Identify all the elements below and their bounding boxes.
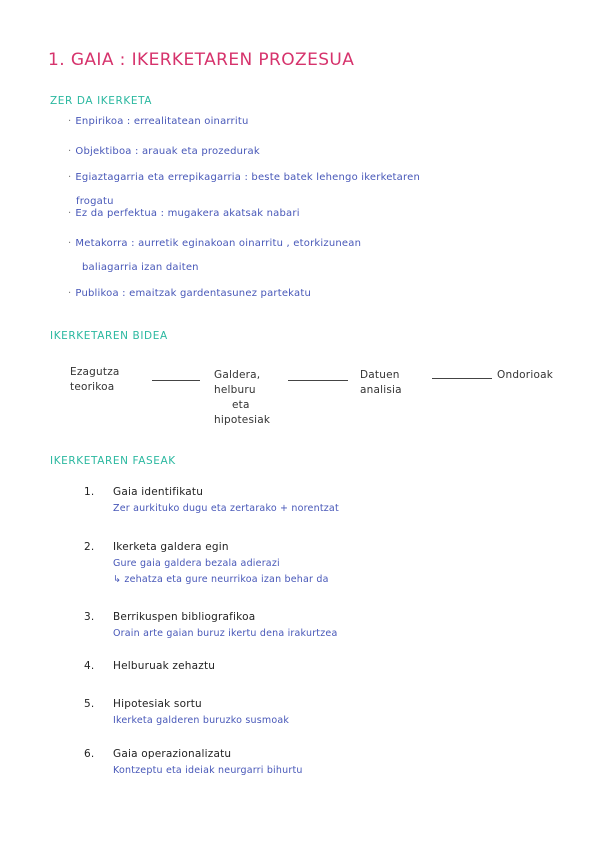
bullet-dot: · xyxy=(68,116,72,127)
phase-title: Gaia operazionalizatu xyxy=(113,748,232,760)
phase-title: Ikerketa galdera egin xyxy=(113,541,229,553)
list-item-text: Objektiboa : arauak eta prozedurak xyxy=(75,146,260,157)
path-step-3 xyxy=(360,368,402,398)
phase-number: 4. xyxy=(84,660,95,672)
list-item xyxy=(68,202,568,226)
list-item-text: Publikoa : emaitzak gardentasunez partekatu xyxy=(75,288,311,299)
path-connector xyxy=(288,380,348,381)
section-heading-what: ZER DA IKERKETA xyxy=(50,95,153,107)
phase-title: Helburuak zehaztu xyxy=(113,660,216,672)
section-heading-path: IKERKETAREN BIDEA xyxy=(50,330,168,342)
section-heading-phases: IKERKETAREN FASEAK xyxy=(50,455,176,467)
phase-number: 5. xyxy=(84,698,95,710)
phase-description: Orain arte gaian buruz ikertu dena irakurtzea xyxy=(113,628,338,639)
page-title: 1. GAIA : IKERKETAREN PROZESUA xyxy=(48,50,355,70)
list-item xyxy=(68,282,568,306)
path-step-line: eta xyxy=(232,399,250,411)
bullet-dot: · xyxy=(68,172,72,183)
bullet-dot: · xyxy=(68,146,72,157)
phase-description: ↳ zehatza eta gure neurrikoa izan behar da xyxy=(113,574,329,585)
list-item-text-continued: baliagarria izan daiten xyxy=(82,262,199,273)
path-step-line: Galdera, xyxy=(214,369,261,381)
phase-number: 2. xyxy=(84,541,95,553)
path-step-line: helburu xyxy=(214,384,256,396)
phase-title: Gaia identifikatu xyxy=(113,486,204,498)
phase-title: Berrikuspen bibliografikoa xyxy=(113,611,256,623)
path-step-line: Datuen xyxy=(360,369,400,381)
list-item xyxy=(68,110,568,134)
path-step-line: hipotesiak xyxy=(214,414,271,426)
list-item xyxy=(68,232,568,280)
phase-number: 3. xyxy=(84,611,95,623)
path-step-line: Ezagutza xyxy=(70,366,120,378)
bullet-dot: · xyxy=(68,208,72,219)
list-item-text: Ez da perfektua : mugakera akatsak nabari xyxy=(75,208,300,219)
list-item-text: Egiaztagarria eta errepikagarria : beste batek lehengo ikerketaren xyxy=(75,172,420,183)
path-step-line: teorikoa xyxy=(70,381,115,393)
path-connector xyxy=(432,378,492,379)
list-item-text-continued: frogatu xyxy=(76,196,114,207)
phase-description: Ikerketa galderen buruzko susmoak xyxy=(113,715,290,726)
path-step-2 xyxy=(214,368,270,428)
bullet-dot: · xyxy=(68,288,72,299)
phase-number: 1. xyxy=(84,486,95,498)
list-item-text: Enpirikoa : errealitatean oinarritu xyxy=(75,116,249,127)
phase-number: 6. xyxy=(84,748,95,760)
path-step-4 xyxy=(497,368,553,383)
list-item-text: Metakorra : aurretik eginakoan oinarritu , etorkizunean xyxy=(75,238,362,249)
phase-description: Zer aurkituko dugu eta zertarako + norentzat xyxy=(113,503,339,514)
path-step-line: Ondorioak xyxy=(497,369,553,381)
phase-description: Gure gaia galdera bezala adierazi xyxy=(113,558,280,569)
path-step-line: analisia xyxy=(360,384,402,396)
path-connector xyxy=(152,380,200,381)
list-item xyxy=(68,140,568,164)
phase-description: Kontzeptu eta ideiak neurgarri bihurtu xyxy=(113,765,303,776)
phase-title: Hipotesiak sortu xyxy=(113,698,202,710)
path-step-1 xyxy=(70,365,120,395)
bullet-dot: · xyxy=(68,238,72,249)
